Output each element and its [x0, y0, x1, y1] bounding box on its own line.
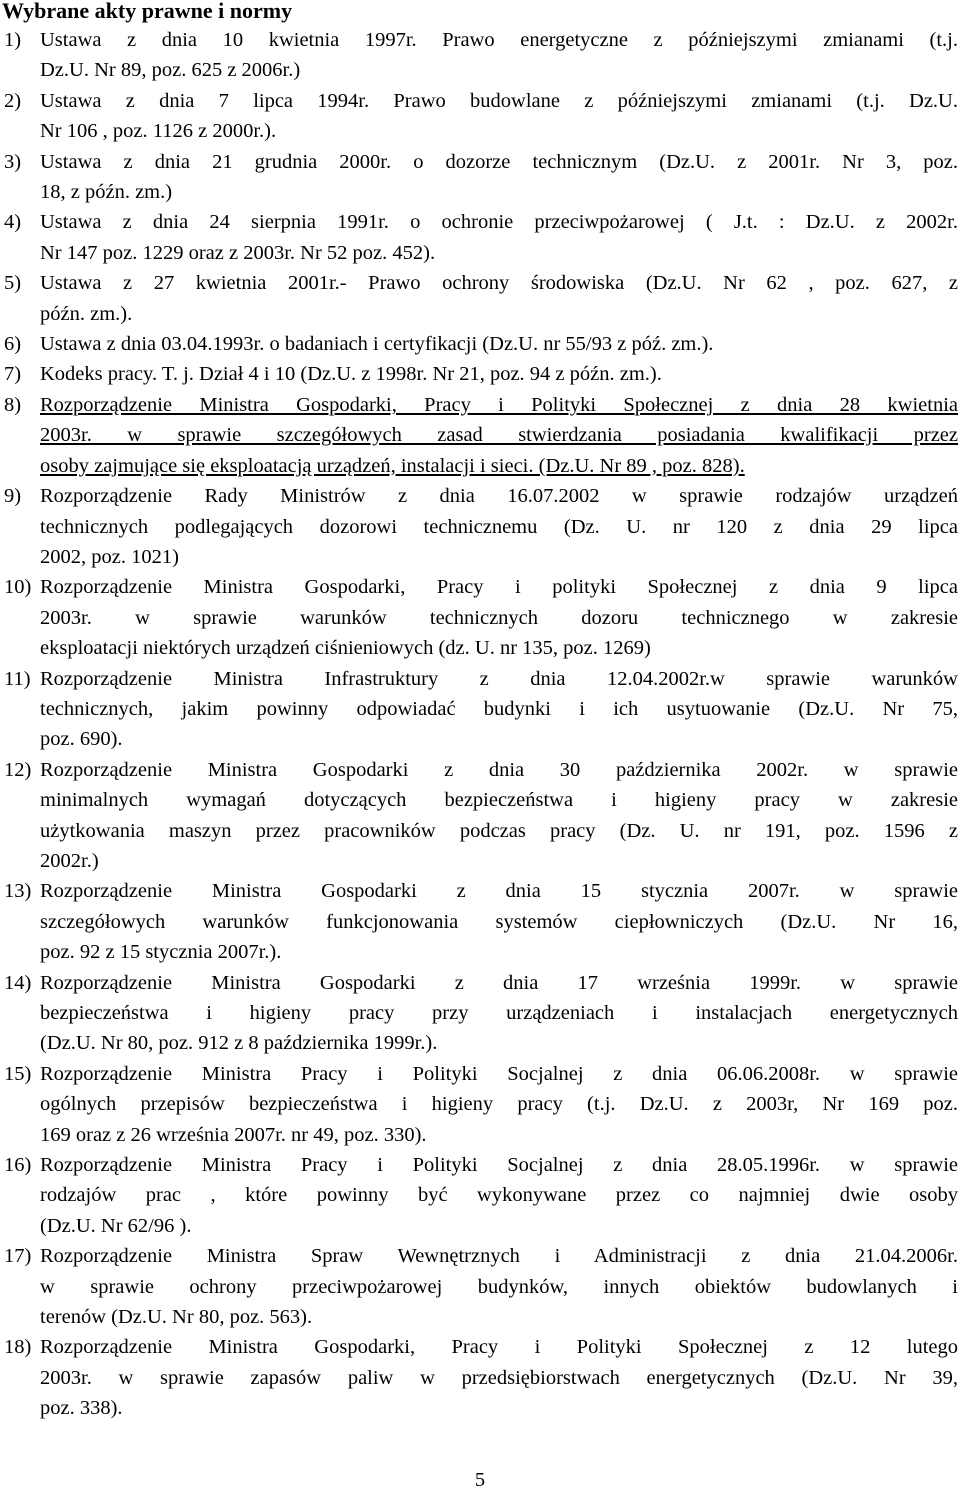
list-item-text — [40, 390, 958, 481]
list-item-number: 15) — [4, 1062, 32, 1085]
list-item-number: 4) — [4, 211, 22, 234]
page-heading: Wybrane akty prawne i normy — [2, 0, 293, 23]
list-item-text — [40, 481, 958, 572]
text-line: eksploatacji niektórych urządzeń ciśnieniowych (dz. U. nr 135, poz. 1269) — [40, 637, 651, 660]
list-item — [0, 25, 958, 86]
list-item-text — [40, 25, 958, 86]
text-line: Rozporządzenie Ministra Gospodarki, Pracy i Polityki Społecznej z 12 lutego — [40, 1336, 958, 1359]
list-item-number: 6) — [4, 333, 22, 356]
text-line: 2003r. w sprawie szczegółowych zasad stwierdzania posiadania kwalifikacji przez — [40, 424, 958, 447]
list-item-number: 3) — [4, 150, 22, 173]
text-line: Ustawa z 27 kwietnia 2001r.- Prawo ochrony środowiska (Dz.U. Nr 62 , poz. 627, z — [40, 272, 958, 295]
list-item-number: 18) — [4, 1336, 32, 1359]
text-line: Rozporządzenie Ministra Gospodarki, Pracy i Polityki Społecznej z dnia 28 kwietnia — [40, 393, 958, 416]
text-line: Rozporządzenie Rady Ministrów z dnia 16.07.2002 w sprawie rodzajów urządzeń — [40, 485, 958, 508]
list-item-text — [40, 1332, 958, 1423]
text-line: (Dz.U. Nr 80, poz. 912 z 8 października 1999r.). — [40, 1032, 438, 1055]
list-item-number: 16) — [4, 1154, 32, 1177]
list-item-text — [40, 1150, 958, 1241]
list-item-text — [40, 207, 958, 268]
list-item — [0, 207, 958, 268]
text-line: 2003r. w sprawie warunków technicznych dozoru technicznego w zakresie — [40, 606, 958, 629]
text-line: poz. 690). — [40, 728, 123, 751]
text-line: Rozporządzenie Ministra Pracy i Polityki Socjalnej z dnia 06.06.2008r. w sprawie — [40, 1062, 958, 1085]
list-item-text — [40, 1059, 958, 1150]
text-line: terenów (Dz.U. Nr 80, poz. 563). — [40, 1306, 313, 1329]
text-line: poz. 92 z 15 stycznia 2007r.). — [40, 941, 282, 964]
list-item — [0, 268, 958, 329]
list-item — [0, 1241, 958, 1332]
text-line: Rozporządzenie Ministra Gospodarki, Pracy i polityki Społecznej z dnia 9 lipca — [40, 576, 958, 599]
list-item-text — [40, 1241, 958, 1332]
list-item — [0, 664, 958, 755]
list-item-number: 1) — [4, 29, 22, 51]
list-item-text — [40, 968, 958, 1059]
list-item-text — [40, 572, 958, 663]
text-line: Nr 106 , poz. 1126 z 2000r.). — [40, 120, 277, 143]
list-item — [0, 329, 958, 359]
text-line: rodzajów prac , które powinny być wykonywane przez co najmniej dwie osoby — [40, 1184, 958, 1207]
list-item-number: 14) — [4, 971, 32, 994]
text-line: 2002, poz. 1021) — [40, 545, 179, 568]
text-line: 2002r.) — [40, 849, 99, 872]
text-line: minimalnych wymagań dotyczących bezpieczeństwa i higieny pracy w zakresie — [40, 789, 958, 812]
text-line: Rozporządzenie Ministra Gospodarki z dnia 15 stycznia 2007r. w sprawie — [40, 880, 958, 903]
list-item — [0, 359, 958, 389]
list-item — [0, 390, 958, 481]
text-line: Ustawa z dnia 24 sierpnia 1991r. o ochronie przeciwpożarowej ( J.t. : Dz.U. z 2002r. — [40, 211, 958, 234]
text-line: osoby zajmujące się eksploatacją urządzeń, instalacji i sieci. (Dz.U. Nr 89 , poz. 828). — [40, 454, 745, 477]
text-line: 169 oraz z 26 września 2007r. nr 49, poz. 330). — [40, 1123, 427, 1146]
list-item — [0, 572, 958, 663]
text-line: Dz.U. Nr 89, poz. 625 z 2006r.) — [40, 59, 301, 82]
page-number: 5 — [474, 1469, 486, 1491]
list-item-number: 17) — [4, 1245, 32, 1268]
list-item — [0, 147, 958, 208]
list-item — [0, 755, 958, 877]
text-line: Rozporządzenie Ministra Gospodarki z dnia 30 października 2002r. w sprawie — [40, 758, 958, 781]
list-item — [0, 1332, 958, 1423]
list-item-number: 9) — [4, 485, 22, 508]
text-line: szczegółowych warunków funkcjonowania systemów ciepłowniczych (Dz.U. Nr 16, — [40, 910, 958, 933]
text-line: 2003r. w sprawie zapasów paliw w przedsiębiorstwach energetycznych (Dz.U. Nr 39, — [40, 1366, 958, 1389]
list-item-number: 8) — [4, 393, 22, 416]
list-item-number: 12) — [4, 758, 32, 781]
text-line: technicznych, jakim powinny odpowiadać budynki i ich usytuowanie (Dz.U. Nr 75, — [40, 697, 958, 720]
text-line: (Dz.U. Nr 62/96 ). — [40, 1214, 192, 1237]
text-line: Rozporządzenie Ministra Pracy i Polityki Socjalnej z dnia 28.05.1996r. w sprawie — [40, 1154, 958, 1177]
text-line: użytkowania maszyn przez pracowników podczas pracy (Dz. U. nr 191, poz. 1596 z — [40, 819, 958, 842]
list-item-text — [40, 147, 958, 208]
text-line: 18, z późn. zm.) — [40, 181, 173, 204]
list-item-text — [40, 876, 958, 967]
text-line: poz. 338). — [40, 1397, 123, 1420]
list-item-text — [40, 329, 958, 359]
list-item-text — [40, 755, 958, 877]
text-line: bezpieczeństwa i higieny pracy przy urządzeniach i instalacjach energetycznych — [40, 1002, 958, 1024]
list-item — [0, 968, 958, 1059]
text-line: technicznych podlegających dozorowi technicznemu (Dz. U. nr 120 z dnia 29 lipca — [40, 515, 958, 538]
text-line: Nr 147 poz. 1229 oraz z 2003r. Nr 52 poz. 452). — [40, 241, 436, 264]
text-line: ogólnych przepisów bezpieczeństwa i higieny pracy (t.j. Dz.U. z 2003r, Nr 169 poz. — [40, 1093, 958, 1116]
text-line: Kodeks pracy. T. j. Dział 4 i 10 (Dz.U. z 1998r. Nr 21, poz. 94 z późn. zm.). — [40, 363, 662, 386]
list-item-number: 7) — [4, 363, 22, 386]
list-item-text — [40, 86, 958, 147]
text-line: Ustawa z dnia 21 grudnia 2000r. o dozorze technicznym (Dz.U. z 2001r. Nr 3, poz. — [40, 150, 958, 173]
list-item — [0, 1059, 958, 1150]
list-item — [0, 1150, 958, 1241]
text-line: późn. zm.). — [40, 302, 133, 325]
list-item-number: 5) — [4, 272, 22, 295]
list-item-text — [40, 268, 958, 329]
list-item — [0, 86, 958, 147]
list-item-number: 13) — [4, 880, 32, 903]
list-item-text — [40, 359, 958, 389]
text-line: Ustawa z dnia 10 kwietnia 1997r. Prawo energetyczne z późniejszymi zmianami (t.j. — [40, 29, 958, 51]
text-line: Rozporządzenie Ministra Gospodarki z dnia 17 września 1999r. w sprawie — [40, 971, 958, 994]
list-item-text — [40, 664, 958, 755]
text-line: w sprawie ochrony przeciwpożarowej budynków, innych obiektów budowlanych i — [40, 1275, 958, 1298]
list-item-number: 2) — [4, 89, 22, 112]
text-line: Rozporządzenie Ministra Infrastruktury z dnia 12.04.2002r.w sprawie warunków — [40, 667, 958, 690]
list-item-number: 10) — [4, 576, 32, 599]
list-item — [0, 876, 958, 967]
text-line: Ustawa z dnia 7 lipca 1994r. Prawo budowlane z późniejszymi zmianami (t.j. Dz.U. — [40, 89, 958, 112]
text-line: Rozporządzenie Ministra Spraw Wewnętrznych i Administracji z dnia 21.04.2006r. — [40, 1245, 958, 1268]
legal-acts-list — [0, 25, 958, 1424]
list-item-number: 11) — [4, 667, 31, 690]
text-line: Ustawa z dnia 03.04.1993r. o badaniach i certyfikacji (Dz.U. nr 55/93 z póź. zm.). — [40, 333, 714, 356]
list-item — [0, 481, 958, 572]
